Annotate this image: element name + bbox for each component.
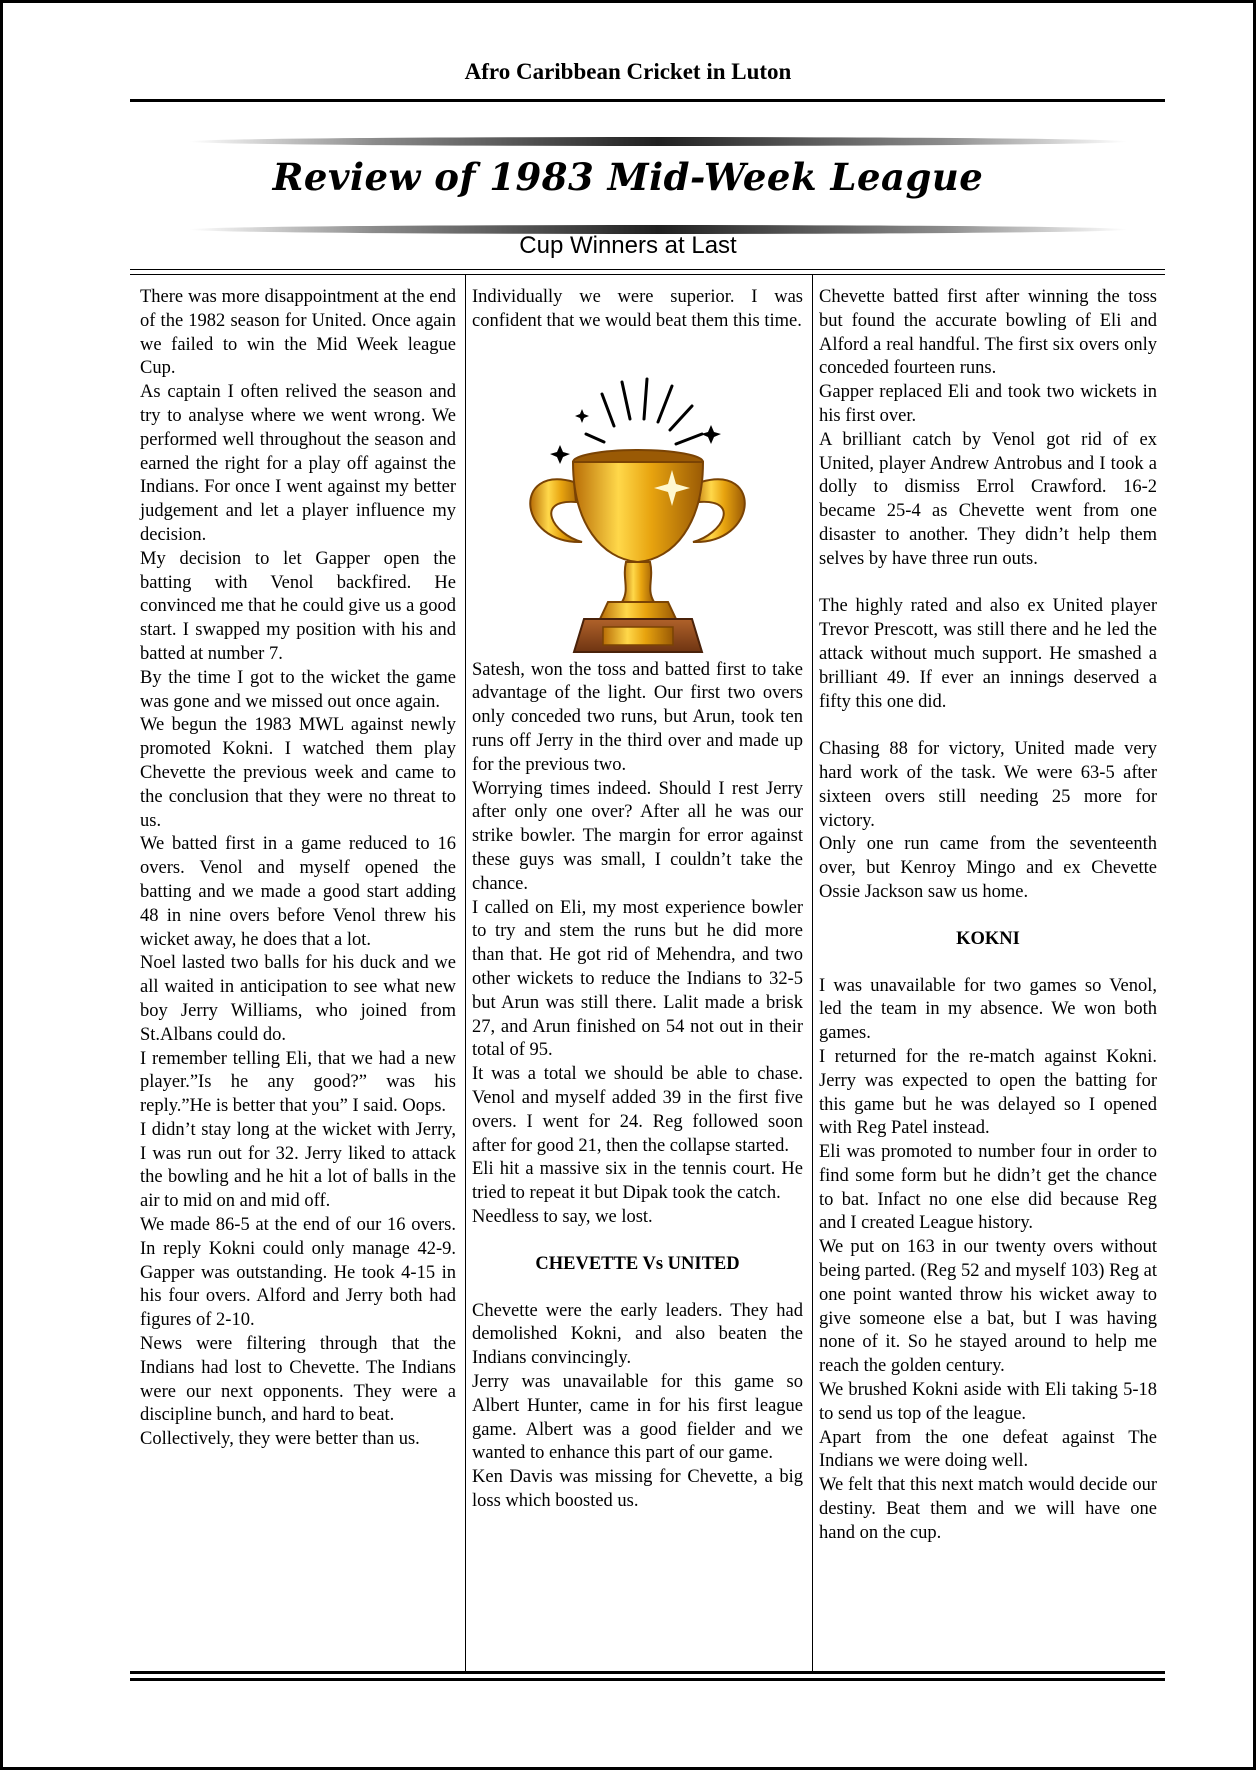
paragraph: By the time I got to the wicket the game was gone and we missed out once again. — [140, 667, 456, 712]
header-rule — [130, 99, 1165, 102]
paragraph: Eli hit a massive six in the tennis court. He tried to repeat it but Dipak took the catch. — [472, 1159, 803, 1204]
paragraph: I called on Eli, my most experience bowler to try and stem the runs but he did more than that. He got rid of Mehendra, and two other wickets to reduce the Indians to 32-5 but Arun was still there. Lalit made a brisk 27, and Arun finished on 54 not out in their total of 95. — [472, 897, 803, 1061]
paragraph: Apart from the one defeat against The Indians we were doing well. — [819, 1427, 1157, 1472]
title-banner-top — [189, 137, 1127, 146]
paragraph: I returned for the re-match against Kokni. Jerry was expected to open the batting for this game but he was delayed so I opened with Reg Patel instead. — [819, 1046, 1157, 1139]
paragraph: Noel lasted two balls for his duck and we all waited in anticipation to see what new boy Jerry Williams, who joined from St.Albans could do. — [140, 953, 456, 1045]
paragraph: Ken Davis was missing for Chevette, a big loss which boosted us. — [472, 1467, 803, 1511]
paragraph: We begun the 1983 MWL against newly promoted Kokni. I watched them play Chevette the previous week and came to the conclusion that they were no threat to us. — [140, 715, 456, 831]
paragraph: I remember telling Eli, that we had a new player.”Is he any good?” was his reply.”He is better that you” I said. Oops. — [140, 1048, 456, 1117]
paragraph: As captain I often relived the season and try to analyse where we went wrong. We performed well throughout the season and earned the right for a play off against the Indians. For once I went against my better judgement and let a player influence my decision. — [140, 382, 456, 545]
section-heading: KOKNI — [956, 928, 1020, 949]
paragraph: Chevette were the early leaders. They had demolished Kokni, and also beaten the Indians convincingly. — [472, 1300, 803, 1369]
paragraph: I didn’t stay long at the wicket with Jerry, I was run out for 32. Jerry liked to attack the bowling and he hit a lot of balls in the air to mid on and mid off. — [140, 1119, 456, 1212]
column-divider — [812, 275, 813, 1671]
paragraph: I was unavailable for two games so Venol, led the team in my absence. We won both games. — [819, 975, 1157, 1044]
paragraph: Collectively, they were better than us. — [140, 1429, 420, 1450]
paragraph: Chevette batted first after winning the toss but found the accurate bowling of Eli and Alford a real handful. The first six overs only conceded fourteen runs. — [819, 287, 1157, 379]
paragraph: We felt that this next match would decide our destiny. Beat them and we will have one hand on the cup. — [819, 1475, 1157, 1543]
paragraph: News were filtering through that the Indians had lost to Chevette. The Indians were our next opponents. They were a discipline bunch, and hard to beat. — [140, 1334, 456, 1426]
paragraph: Chasing 88 for victory, United made very hard work of the task. We were 63-5 after sixteen overs still needing 25 more for victory. — [819, 739, 1157, 831]
paragraph: Worrying times indeed. Should I rest Jerry after only one over? After all he was our strike bowler. The margin for error against these guys was small, I couldn’t take the chance. — [472, 778, 803, 894]
running-head: Afro Caribbean Cricket in Luton — [464, 59, 792, 84]
paragraph: There was more disappointment at the end of the 1982 season for United. Once again we failed to win the Mid Week league Cup. — [140, 287, 456, 379]
column-divider — [465, 275, 466, 1671]
paragraph: Eli was promoted to number four in order to find some form but he didn’t get the chance to bat. Infact no one else did because Reg and I created League history. — [819, 1142, 1157, 1234]
paragraph: We put on 163 in our twenty overs without being parted. (Reg 52 and myself 103) Reg at one point wanted throw his wicket away to give someone else a bat, but I was having none of it. So he stayed around to help me reach the golden century. — [819, 1237, 1157, 1377]
paragraph: Only one run came from the seventeenth over, but Kenroy Mingo and ex Chevette Ossie Jackson saw us home. — [819, 834, 1157, 902]
paragraph: Satesh, won the toss and batted first to take advantage of the light. Our first two overs only conceded two runs, but Arun, took ten runs off Jerry in the third over and made up for the previous two. — [472, 659, 803, 775]
paragraph: It was a total we should be able to chase. Venol and myself added 39 in the first five overs. I went for 24. Reg followed soon after for good 21, then the collapse started. — [472, 1064, 803, 1156]
paragraph: We batted first in a game reduced to 16 overs. Venol and myself opened the batting and we made a good start adding 48 in nine overs before Venol threw his wicket away, he does that a lot. — [140, 834, 456, 950]
paragraph: Individually we were superior. I was confident that we would beat them this time. — [472, 287, 803, 331]
paragraph: Jerry was unavailable for this game so Albert Hunter, came in for his first league game. Albert was a good fielder and we wanted to enhance this part of our game. — [472, 1371, 803, 1464]
subtitle: Cup Winners at Last — [519, 232, 737, 259]
columns-bottom-rule — [130, 1671, 1165, 1681]
trophy-icon — [472, 334, 803, 659]
paragraph: My decision to let Gapper open the batting with Venol backfired. He convinced me that he could give us a good start. I swapped my position with his and batted at number 7. — [140, 548, 456, 664]
column-1 — [140, 286, 456, 1452]
paragraph: We brushed Kokni aside with Eli taking 5-18 to send us top of the league. — [819, 1380, 1157, 1424]
paragraph: Needless to say, we lost. — [472, 1206, 653, 1227]
paragraph: The highly rated and also ex United player Trevor Prescott, was still there and he led the attack without much support. He smashed a brilliant 49. If ever an innings deserved a fifty this one did. — [819, 596, 1157, 712]
columns-top-rule — [130, 269, 1165, 275]
paragraph: We made 86-5 at the end of our 16 overs. In reply Kokni could only manage 42-9. Gapper was outstanding. He took 4-15 in his four overs. Alford and Jerry both had figures of 2-10. — [140, 1215, 456, 1331]
column-2 — [472, 286, 803, 1514]
page-title: Review of 1983 Mid-Week League — [272, 155, 984, 199]
section-heading: CHEVETTE Vs UNITED — [535, 1253, 740, 1274]
paragraph: Gapper replaced Eli and took two wickets in his first over. — [819, 382, 1157, 426]
column-3 — [819, 286, 1157, 1546]
paragraph: A brilliant catch by Venol got rid of ex United, player Andrew Antrobus and I took a dolly to dismiss Errol Crawford. 16-2 became 25-4 as Chevette went from one disaster to another. They didn’t help them selves by have three run outs. — [819, 429, 1157, 569]
